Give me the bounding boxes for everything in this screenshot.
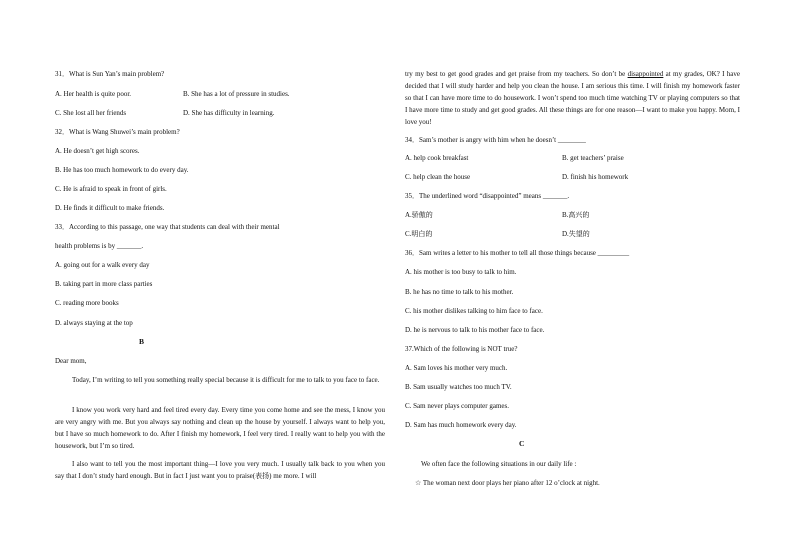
q33-option-b: B. taking part in more class parties <box>55 280 153 288</box>
letter-paragraph-3-continued <box>405 68 740 128</box>
q37-option-a: A. Sam loves his mother very much. <box>405 364 508 372</box>
q36-option-c: C. his mother dislikes talking to him face to face. <box>405 307 543 315</box>
q33-option-a: A. going out for a walk every day <box>55 261 150 269</box>
q33-stem-line-1: 33．According to this passage, one way that students can deal with their mental <box>55 223 280 231</box>
q31-option-a: A. Her health is quite poor. <box>55 90 132 98</box>
q37-option-c: C. Sam never plays computer games. <box>405 402 510 410</box>
q35-stem: 35．The underlined word “disappointed” means _______. <box>405 192 570 200</box>
q31-option-b: B. She has a lot of pressure in studies. <box>183 90 290 98</box>
q32-option-b: B. He has too much homework to do every day. <box>55 166 189 174</box>
letter-paragraph-2: I know you work very hard and feel tired every day. Every time you come home and see the mess, I know you are very angry with me. But you always say nothing and clean up the house by yourself. I always want to help you, but I have so much homework to do. After I finish my homework, I feel very tired. I really want to help you with the housework, but I’m so tired. <box>55 406 385 450</box>
letter-greeting: Dear mom, <box>55 357 87 365</box>
q34-option-b: B. get teachers’ praise <box>562 154 624 162</box>
q32-stem: 32．What is Wang Shuwei’s main problem? <box>55 128 180 136</box>
letter-text-after-underline: at my grades, OK? I have decided that I will study harder and help you clean the house. I am serious this time. I will finish my homework faster so that I can have more time to do housework. I won’t spend too much time watching TV or playing computers so that I have more time to study and get good grades. All these things are for one reason—I want to make you happy. Mom, I love you! <box>405 70 741 126</box>
q33-stem-line-2: health problems is by _______. <box>55 242 144 250</box>
underlined-word: disappointed <box>627 70 664 78</box>
q36-option-d: D. he is nervous to talk to his mother face to face. <box>405 326 545 334</box>
q33-option-d: D. always staying at the top <box>55 319 133 327</box>
letter-text-before-underline: try my best to get good grades and get praise from my teachers. So don’t be <box>405 70 628 78</box>
q32-option-d: D. He finds it difficult to make friends. <box>55 204 165 212</box>
section-c-label: C <box>519 439 525 448</box>
q32-option-a: A. He doesn’t get high scores. <box>55 147 140 155</box>
q34-option-d: D. finish his homework <box>562 173 629 181</box>
q34-stem: 34．Sam’s mother is angry with him when he doesn’t ________ <box>405 136 586 144</box>
letter-paragraph-3-start: I also want to tell you the most important thing—I love you very much. I usually talk back to you when you say that I don’t study hard enough. But in fact I just want you to praise(表扬) me more. I will <box>55 460 385 480</box>
q36-option-b: B. he has no time to talk to his mother. <box>405 288 514 296</box>
q37-stem: 37.Which of the following is NOT true? <box>405 345 518 353</box>
q36-option-a: A. his mother is too busy to talk to him. <box>405 268 517 276</box>
q35-option-b: B.高兴的 <box>562 211 590 219</box>
q35-option-d: D.失望的 <box>562 230 590 238</box>
q37-option-b: B. Sam usually watches too much TV. <box>405 383 512 391</box>
q33-option-c: C. reading more books <box>55 299 119 307</box>
section-c-intro: We often face the following situations in our daily life : <box>421 460 577 468</box>
q35-option-c: C.明白的 <box>405 230 433 238</box>
q35-option-a: A.骄傲的 <box>405 211 433 219</box>
section-b-label: B <box>139 337 145 346</box>
q34-option-c: C. help clean the house <box>405 173 471 181</box>
q31-stem: 31．What is Sun Yan’s main problem? <box>55 70 165 78</box>
q31-option-c: C. She lost all her friends <box>55 109 127 117</box>
q34-option-a: A. help cook breakfast <box>405 154 469 162</box>
q37-option-d: D. Sam has much homework every day. <box>405 421 517 429</box>
q32-option-c: C. He is afraid to speak in front of girls. <box>55 185 167 193</box>
letter-paragraph-1: Today, I’m writing to tell you something really special because it is difficult for me to talk to you face to face. <box>72 376 380 384</box>
q31-option-d: D. She has difficulty in learning. <box>183 109 275 117</box>
section-c-item-1: ☆ The woman next door plays her piano after 12 o’clock at night. <box>415 479 600 487</box>
q36-stem: 36．Sam writes a letter to his mother to tell all those things because _________ <box>405 249 630 257</box>
